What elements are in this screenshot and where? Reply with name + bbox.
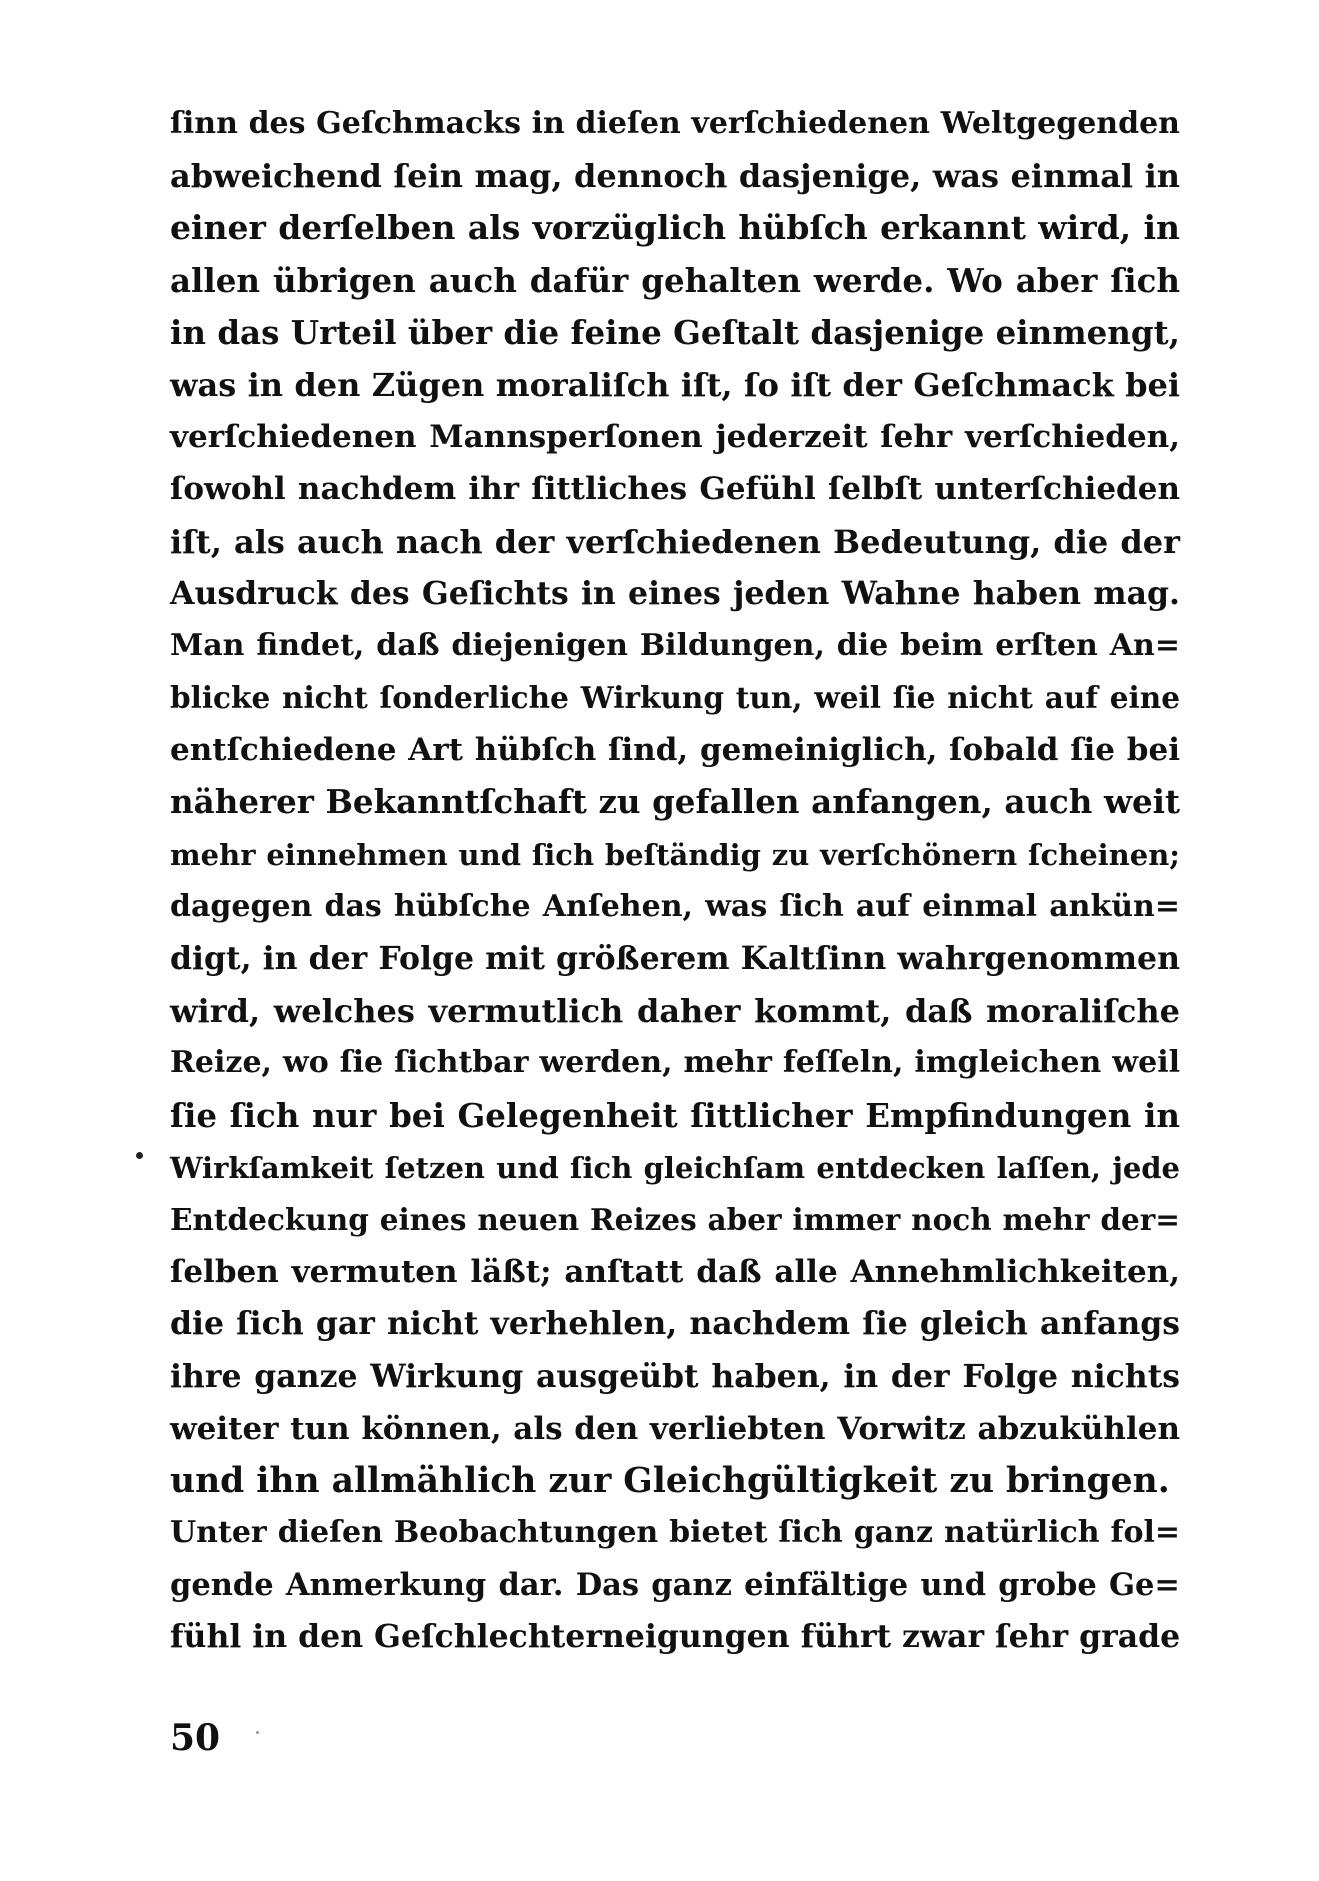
text-line: ſowohl nachdem ihr ſittliches Gefühl ſelbſt unterſchieden: [170, 471, 1180, 508]
text-line: in das Urteil über die feine Geſtalt dasjenige einmengt,: [170, 312, 1180, 352]
text-line: wird, welches vermutlich daher kommt, daß moraliſche: [170, 992, 1180, 1031]
text-line: fühl in den Geſchlechterneigungen führt zwar ſehr grade: [170, 1618, 1181, 1656]
text-line: die ſich gar nicht verhehlen, nachdem ſie gleich anfangs: [170, 1305, 1180, 1343]
text-line: entſchiedene Art hübſch ſind, gemeiniglich, ſobald ſie bei: [170, 732, 1180, 769]
text-line: ihre ganze Wirkung ausgeübt haben, in der Folge nichts: [170, 1357, 1180, 1395]
text-line: was in den Zügen moraliſch iſt, ſo iſt der Geſchmack bei: [170, 365, 1180, 404]
body-text: [170, 98, 1180, 1664]
text-line: einer derſelben als vorzüglich hübſch erkannt wird, in: [170, 208, 1180, 248]
text-line: Wirkſamkeit ſetzen und ſich gleichſam entdecken laſſen, jede: [170, 1150, 1180, 1185]
text-line: verſchiedenen Mannsperſonen jederzeit ſehr verſchieden,: [170, 419, 1180, 456]
page-number: 50: [170, 1717, 221, 1759]
text-line: ſinn des Geſchmacks in dieſen verſchiedenen Weltgegenden: [170, 106, 1180, 141]
text-line: ſelben vermuten läßt; anſtatt daß alle Annehmlichkeiten,: [170, 1254, 1180, 1291]
text-line: Entdeckung eines neuen Reizes aber immer noch mehr der=: [170, 1201, 1180, 1237]
text-line: dagegen das hübſche Anſehen, was ſich auf einmal ankün=: [170, 888, 1180, 924]
text-line: mehr einnehmen und ſich beſtändig zu verſchönern ſcheinen;: [170, 837, 1180, 872]
text-line: Ausdruck des Geſichts in eines jeden Wahne haben mag.: [170, 574, 1180, 612]
text-line: Man findet, daß diejenigen Bildungen, die beim erſten An=: [170, 627, 1180, 663]
text-line: blicke nicht ſonderliche Wirkung tun, weil ſie nicht auf eine: [170, 680, 1180, 716]
text-line: Reize, wo ſie ſichtbar werden, mehr feſſeln, imgleichen weil: [170, 1045, 1180, 1081]
text-line: ſie ſich nur bei Gelegenheit ſittlicher Empfindungen in: [170, 1095, 1180, 1135]
text-line: allen übrigen auch dafür gehalten werde. Wo aber ſich: [170, 260, 1180, 300]
print-speck: [256, 1731, 259, 1734]
text-line: gende Anmerkung dar. Das ganz einfältige und grobe Ge=: [170, 1567, 1180, 1604]
text-line: iſt, als auch nach der verſchiedenen Bedeutung, die der: [170, 522, 1180, 561]
text-line: näherer Bekanntſchaft zu gefallen anfangen, auch weit: [170, 782, 1180, 822]
text-line: abweichend ſein mag, dennoch dasjenige, was einmal in: [170, 157, 1180, 196]
text-line: weiter tun können, als den verliebten Vorwitz abzukühlen: [170, 1410, 1180, 1447]
text-line: digt, in der Folge mit größerem Kaltſinn wahrgenommen: [170, 940, 1180, 977]
text-line: und ihn allmählich zur Gleichgültigkeit zu bringen.: [170, 1460, 1170, 1501]
text-line: Unter dieſen Beobachtungen bietet ſich ganz natürlich fol=: [170, 1515, 1180, 1551]
print-speck: [136, 1152, 143, 1159]
